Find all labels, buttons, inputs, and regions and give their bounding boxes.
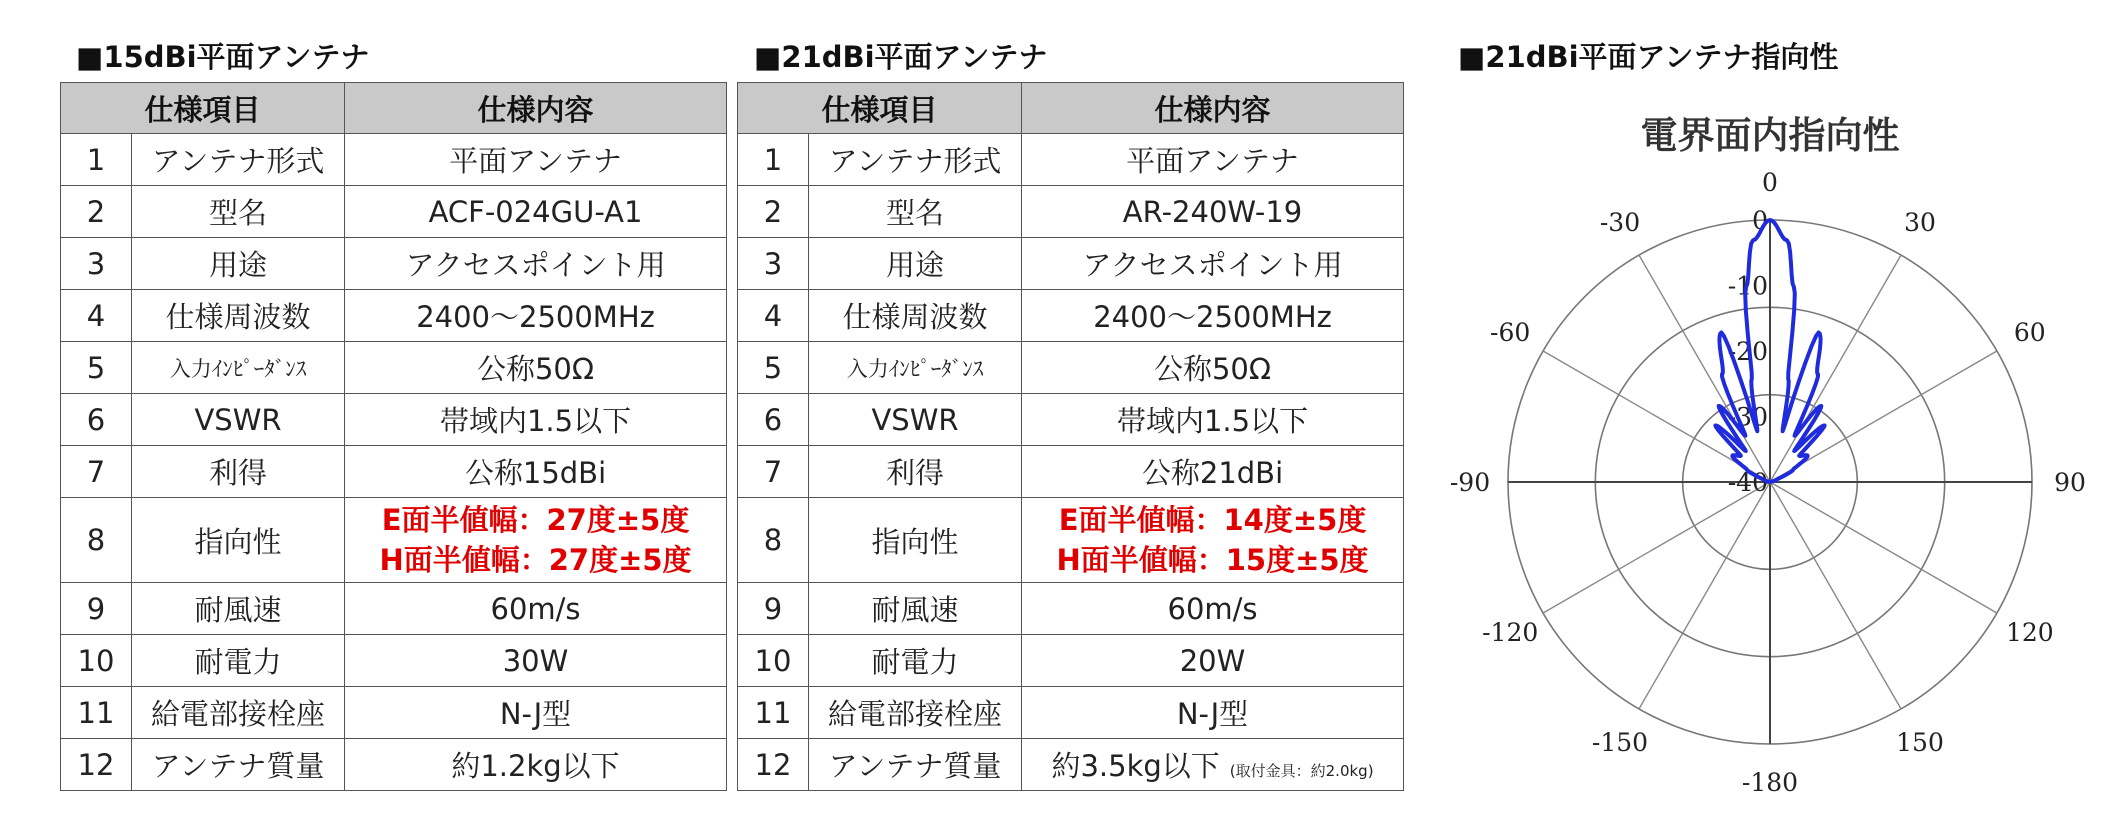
spec-value: [345, 342, 727, 394]
spec-value-text: 公称50Ω: [476, 352, 595, 386]
spec-value-text: ACF-024GU-A1: [428, 194, 643, 229]
row-number: 12: [738, 739, 809, 791]
spec-value-text: 約3.5kg以下: [1051, 749, 1220, 783]
row-number: 5: [61, 342, 132, 394]
row-number: 2: [61, 186, 132, 238]
spec-item: アンテナ形式: [132, 134, 345, 186]
spec-item: 耐電力: [809, 635, 1022, 687]
row-number: 8: [738, 498, 809, 583]
directivity-value: H面半値幅：15度±5度: [1056, 543, 1369, 577]
table-row: [61, 342, 727, 394]
row-number: 8: [61, 498, 132, 583]
table-row: [61, 186, 727, 238]
spec-value-text: 平面アンテナ: [449, 144, 622, 178]
header-content: 仕様内容: [345, 83, 727, 134]
spec-value: [345, 583, 727, 635]
spec-value-text: 約1.2kg以下: [451, 749, 620, 783]
angle-label: 60: [2013, 318, 2046, 347]
table-row: [738, 134, 1404, 186]
radial-label: 0: [1752, 206, 1768, 235]
spec-item: 利得: [809, 446, 1022, 498]
table-row: [738, 446, 1404, 498]
table-header-row: [738, 83, 1404, 134]
spec-item: 仕様周波数: [132, 290, 345, 342]
chart-title: 電界面内指向性: [1640, 113, 1900, 157]
row-number: 9: [61, 583, 132, 635]
spec-value-text: N-J型: [499, 697, 572, 731]
table-row: [738, 342, 1404, 394]
spec-value-text: 60m/s: [1167, 591, 1258, 626]
spec-item: 仕様周波数: [809, 290, 1022, 342]
spec-value: [345, 290, 727, 342]
spec-value-text: 60m/s: [490, 591, 581, 626]
spec-item: 入力ｲﾝﾋﾟｰﾀﾞﾝｽ: [132, 342, 345, 394]
spec-item: 用途: [132, 238, 345, 290]
spec-table-15dbi: [60, 82, 727, 791]
table-row: [738, 498, 1404, 583]
radial-label: -30: [1727, 402, 1768, 432]
row-number: 4: [738, 290, 809, 342]
angle-label: -60: [1490, 318, 1531, 347]
spec-value-text: 公称21dBi: [1141, 456, 1284, 490]
spec-item: 給電部接栓座: [132, 687, 345, 739]
table-row: [61, 394, 727, 446]
directivity-value: E面半値幅：14度±5度: [1058, 503, 1367, 537]
spec-value: [345, 635, 727, 687]
table-row: [61, 498, 727, 583]
spec-value: [345, 238, 727, 290]
spec-value: [1022, 583, 1404, 635]
table-row: [738, 635, 1404, 687]
table-row: [738, 394, 1404, 446]
angle-label: 150: [1896, 727, 1944, 757]
spec-value-text: AR-240W-19: [1122, 194, 1303, 229]
table-row: [738, 290, 1404, 342]
spec-value-text: 公称15dBi: [464, 456, 607, 490]
spec-item: 指向性: [809, 498, 1022, 583]
spec-item: 耐風速: [132, 583, 345, 635]
spec-item: 耐電力: [132, 635, 345, 687]
spec-item: アンテナ形式: [809, 134, 1022, 186]
table-row: [61, 446, 727, 498]
spec-item: 給電部接栓座: [809, 687, 1022, 739]
title-21dbi: ■21dBi平面アンテナ: [754, 40, 1048, 74]
title-15dbi: ■15dBi平面アンテナ: [76, 40, 370, 74]
spec-value: [1022, 739, 1404, 791]
row-number: 10: [738, 635, 809, 687]
spec-value: [1022, 498, 1404, 583]
spec-value: [1022, 635, 1404, 687]
table-row: [61, 739, 727, 791]
table-row: [738, 583, 1404, 635]
row-number: 6: [61, 394, 132, 446]
spec-value: [1022, 446, 1404, 498]
header-item: 仕様項目: [738, 83, 1022, 134]
spec-value: [1022, 134, 1404, 186]
angle-label: -90: [1449, 468, 1491, 497]
row-number: 7: [738, 446, 809, 498]
spec-value: [345, 498, 727, 583]
spec-item: アンテナ質量: [132, 739, 345, 791]
spec-item: 指向性: [132, 498, 345, 583]
angle-label: 120: [2005, 618, 2054, 647]
row-number: 3: [61, 238, 132, 290]
angle-label: -30: [1599, 208, 1641, 238]
table-row: [738, 687, 1404, 739]
spec-value: [1022, 342, 1404, 394]
spec-value-text: アクセスポイント用: [405, 248, 666, 282]
row-number: 9: [738, 583, 809, 635]
spec-value-text: 帯域内1.5以下: [439, 404, 632, 438]
angle-label: 0: [1762, 168, 1778, 197]
spec-value: [1022, 290, 1404, 342]
spec-value: [345, 186, 727, 238]
row-number: 6: [738, 394, 809, 446]
spec-item: 用途: [809, 238, 1022, 290]
polar-directivity-chart: [1440, 100, 2100, 800]
angle-label: -150: [1591, 727, 1649, 757]
table-row: [61, 238, 727, 290]
spec-value: [345, 739, 727, 791]
spec-value: [1022, 687, 1404, 739]
angle-label: -180: [1741, 768, 1799, 797]
row-number: 7: [61, 446, 132, 498]
table-header-row: [61, 83, 727, 134]
row-number: 11: [61, 687, 132, 739]
table-row: [61, 290, 727, 342]
spec-table-21dbi: [737, 82, 1404, 791]
spec-item: 型名: [809, 186, 1022, 238]
row-number: 1: [738, 134, 809, 186]
spec-value-text: 2400〜2500MHz: [1093, 300, 1332, 334]
title-21dbi-directivity: ■21dBi平面アンテナ指向性: [1458, 40, 1839, 74]
spec-value-text: アクセスポイント用: [1082, 248, 1343, 282]
spec-value: [1022, 186, 1404, 238]
spec-value: [345, 446, 727, 498]
spec-value-text: 30W: [502, 643, 569, 678]
spec-item: 型名: [132, 186, 345, 238]
spec-item: 耐風速: [809, 583, 1022, 635]
spec-value-text: 公称50Ω: [1153, 352, 1272, 386]
spec-value-text: 2400〜2500MHz: [416, 300, 655, 334]
spec-value-text: N-J型: [1176, 697, 1249, 731]
row-number: 1: [61, 134, 132, 186]
spec-item: VSWR: [809, 394, 1022, 446]
table-row: [61, 687, 727, 739]
angle-label: 90: [2054, 468, 2086, 497]
row-number: 11: [738, 687, 809, 739]
spec-value-text: 平面アンテナ: [1126, 144, 1299, 178]
spec-value-text: 帯域内1.5以下: [1116, 404, 1309, 438]
row-number: 12: [61, 739, 132, 791]
radial-label: -40: [1727, 468, 1768, 497]
table-row: [61, 635, 727, 687]
table-row: [61, 134, 727, 186]
row-number: 4: [61, 290, 132, 342]
spec-item: VSWR: [132, 394, 345, 446]
spec-value: [1022, 238, 1404, 290]
radial-label: -20: [1727, 337, 1768, 366]
table-row: [738, 238, 1404, 290]
spec-value: [345, 134, 727, 186]
spec-item: 入力ｲﾝﾋﾟｰﾀﾞﾝｽ: [809, 342, 1022, 394]
spec-value: [345, 394, 727, 446]
spec-item: 利得: [132, 446, 345, 498]
radial-label: -10: [1727, 271, 1768, 301]
spec-value-text: 20W: [1179, 643, 1246, 678]
spec-value: [1022, 394, 1404, 446]
row-number: 10: [61, 635, 132, 687]
spec-value: [345, 687, 727, 739]
row-number: 3: [738, 238, 809, 290]
spec-item: アンテナ質量: [809, 739, 1022, 791]
angle-label: 30: [1904, 208, 1936, 238]
row-number: 2: [738, 186, 809, 238]
table-row: [738, 739, 1404, 791]
directivity-value: H面半値幅：27度±5度: [379, 543, 692, 577]
spec-value-note: (取付金具：約2.0kg): [1229, 762, 1374, 780]
table-row: [738, 186, 1404, 238]
header-item: 仕様項目: [61, 83, 345, 134]
row-number: 5: [738, 342, 809, 394]
angle-label: -120: [1482, 618, 1539, 647]
header-content: 仕様内容: [1022, 83, 1404, 134]
directivity-value: E面半値幅：27度±5度: [381, 503, 690, 537]
table-row: [61, 583, 727, 635]
